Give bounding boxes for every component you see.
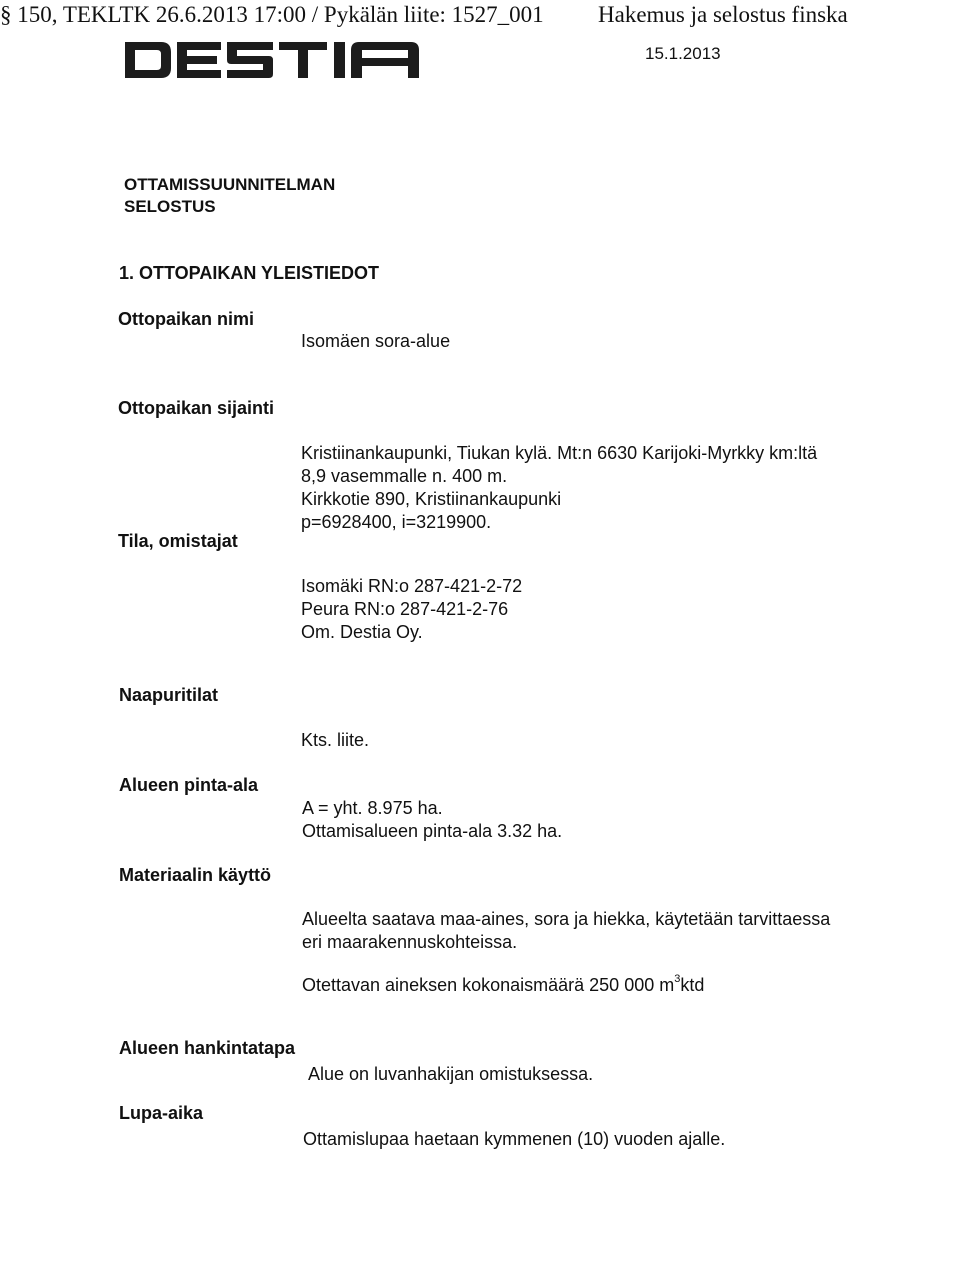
field-label-sijainti: Ottopaikan sijainti (118, 398, 275, 418)
materiaali-line: eri maarakennuskohteissa. (302, 932, 518, 952)
field-value-kokonaismaara (302, 975, 704, 996)
field-value-hankintatapa: Alue on luvanhakijan omistuksessa. (308, 1064, 594, 1084)
field-label-hankintatapa: Alueen hankintatapa (119, 1038, 296, 1058)
field-label-materiaali: Materiaalin käyttö (119, 865, 272, 885)
materiaali-line: Alueelta saatava maa-aines, sora ja hiekka, käytetään tarvittaessa (302, 909, 831, 929)
field-label-nimi: Ottopaikan nimi (118, 309, 255, 329)
sijainti-line: Kirkkotie 890, Kristiinankaupunki (301, 489, 562, 509)
sijainti-line: p=6928400, i=3219900. (301, 512, 492, 532)
document-header (0, 2, 848, 28)
field-value-pinta-ala (302, 797, 562, 843)
header-reference: § 150, TEKLTK 26.6.2013 17:00 / Pykälän liite: 1527_001 (0, 2, 544, 27)
header-document-type: Hakemus ja selostus finska (598, 2, 848, 27)
amount-suffix: ktd (680, 975, 705, 995)
pinta-ala-line: A = yht. 8.975 ha. (302, 798, 443, 818)
pinta-ala-line: Ottamisalueen pinta-ala 3.32 ha. (302, 821, 563, 841)
sijainti-line: Kristiinankaupunki, Tiukan kylä. Mt:n 6630 Karijoki-Myrkky km:ltä (301, 443, 818, 463)
section-heading: 1. OTTOPAIKAN YLEISTIEDOT (119, 263, 380, 283)
amount-prefix: Otettavan aineksen kokonaismäärä 250 000 m (302, 975, 675, 995)
tila-line: Isomäki RN:o 287-421-2-72 (301, 576, 523, 596)
field-label-naapuritilat: Naapuritilat (119, 685, 219, 705)
field-value-materiaali (302, 908, 830, 954)
tila-line: Peura RN:o 287-421-2-76 (301, 599, 509, 619)
document-date: 15.1.2013 (645, 44, 721, 63)
field-value-lupa-aika: Ottamislupaa haetaan kymmenen (10) vuoden ajalle. (303, 1129, 726, 1149)
title-line-1: OTTAMISSUUNNITELMAN (124, 175, 336, 194)
title-line-2: SELOSTUS (124, 197, 216, 216)
field-value-nimi: Isomäen sora-alue (301, 331, 451, 351)
field-label-pinta-ala: Alueen pinta-ala (119, 775, 259, 795)
field-value-sijainti (301, 442, 817, 534)
field-label-lupa-aika: Lupa-aika (119, 1103, 204, 1123)
field-value-naapuritilat: Kts. liite. (301, 730, 370, 750)
destia-logo (123, 40, 423, 80)
amount-superscript: 3 (674, 973, 681, 985)
sijainti-line: 8,9 vasemmalle n. 400 m. (301, 466, 508, 486)
field-label-tila: Tila, omistajat (118, 531, 238, 551)
field-value-tila (301, 575, 522, 644)
tila-line: Om. Destia Oy. (301, 622, 423, 642)
